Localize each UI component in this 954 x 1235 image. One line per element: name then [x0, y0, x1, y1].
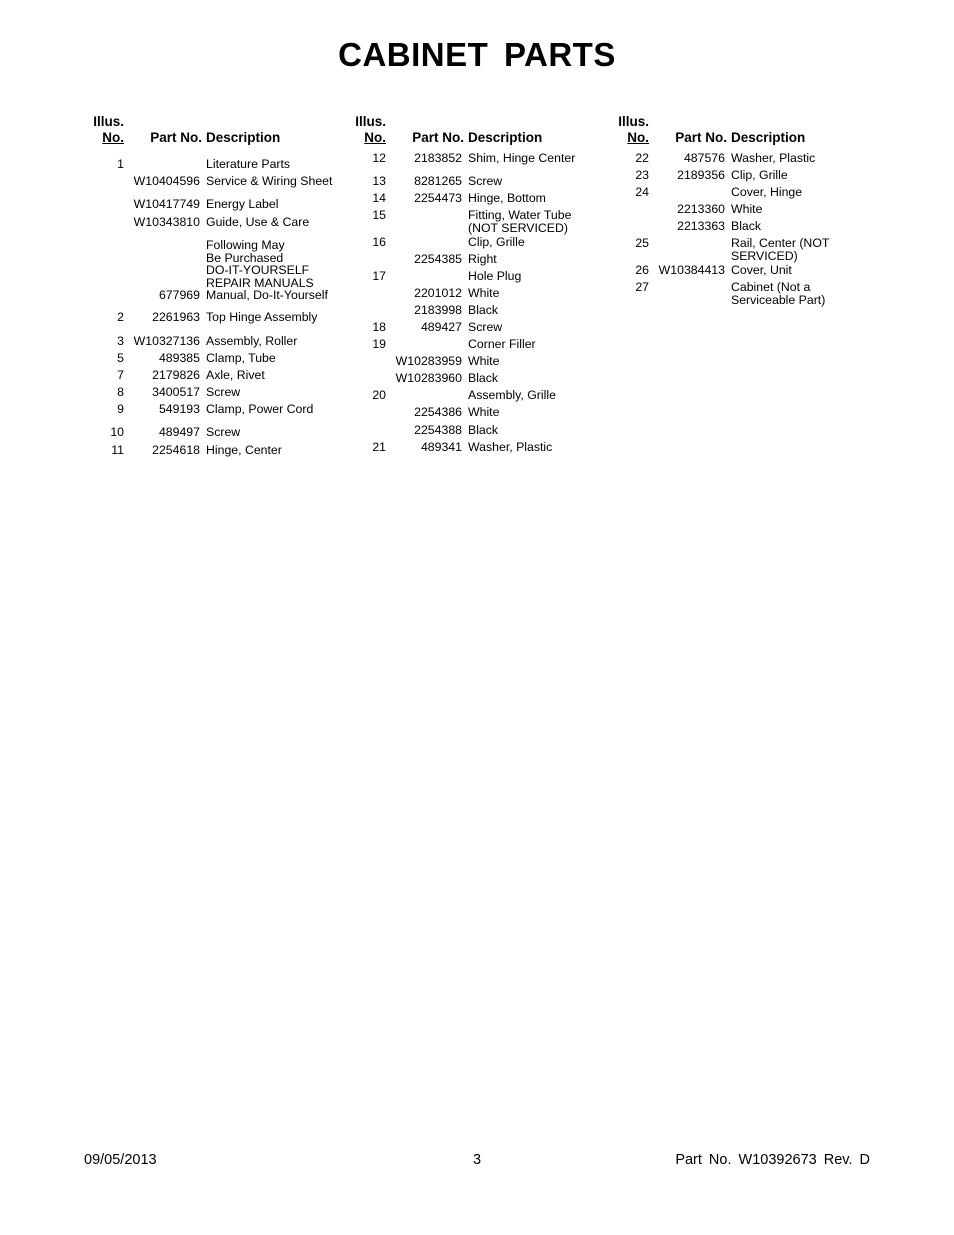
part-number: 2261963	[152, 310, 200, 324]
header-illus-line1: Illus.	[93, 114, 124, 129]
part-description: Fitting, Water Tube (NOT SERVICED)	[468, 208, 572, 235]
header-description: Description	[206, 130, 281, 145]
illus-number: 16	[372, 235, 386, 249]
illus-number: 24	[635, 185, 649, 199]
part-description: Corner Filler	[468, 337, 536, 351]
part-number: 8281265	[414, 174, 462, 188]
illus-number: 18	[372, 320, 386, 334]
part-number: 2213360	[677, 202, 725, 216]
header-illus-line2: No.	[364, 130, 386, 145]
part-number: W10404596	[133, 174, 200, 188]
illus-number: 5	[117, 351, 124, 365]
part-number: 2183998	[414, 303, 462, 317]
part-number: W10343810	[133, 215, 200, 229]
part-description: Clip, Grille	[468, 235, 525, 249]
part-description: Cover, Unit	[731, 263, 792, 277]
part-description: Hinge, Bottom	[468, 191, 546, 205]
illus-number: 19	[372, 337, 386, 351]
part-number: 2179826	[152, 368, 200, 382]
part-description: Assembly, Roller	[206, 334, 298, 348]
part-description: Clip, Grille	[731, 168, 788, 182]
part-description: Screw	[468, 320, 503, 334]
illus-number: 13	[372, 174, 386, 188]
part-number: W10283959	[395, 354, 462, 368]
part-description: Clamp, Tube	[206, 351, 276, 365]
part-number: W10327136	[133, 334, 200, 348]
illus-number: 3	[117, 334, 124, 348]
illus-number: 20	[372, 388, 386, 402]
part-description: Black	[468, 371, 499, 385]
part-description: Hole Plug	[468, 269, 522, 283]
part-number: 2183852	[414, 151, 462, 165]
part-number: 489385	[158, 351, 200, 365]
part-description: Guide, Use & Care	[206, 215, 310, 229]
illus-number: 15	[372, 208, 386, 222]
part-number: 2254385	[414, 252, 462, 266]
part-number: 489341	[420, 440, 462, 454]
part-description: Shim, Hinge Center	[468, 151, 576, 165]
parts-column-2	[352, 112, 614, 472]
illus-number: 23	[635, 168, 649, 182]
illus-number: 17	[372, 269, 386, 283]
page-title: CABINET PARTS	[338, 36, 616, 73]
part-description: White	[468, 354, 500, 368]
part-number: 487576	[683, 151, 725, 165]
part-number: 549193	[158, 402, 200, 416]
part-description: White	[468, 286, 500, 300]
parts-column-3	[615, 112, 877, 472]
header-description: Description	[468, 130, 543, 145]
illus-number: 2	[117, 310, 124, 324]
illus-number: 21	[372, 440, 386, 454]
part-description: Literature Parts	[206, 157, 291, 171]
part-description: Screw	[206, 425, 241, 439]
part-description: Cover, Hinge	[731, 185, 803, 199]
part-number: 3400517	[152, 385, 200, 399]
part-number: 2189356	[677, 168, 725, 182]
header-illus-line1: Illus.	[618, 114, 649, 129]
part-description: Following May Be Purchased DO-IT-YOURSELF REPAIR MANUALS	[206, 238, 314, 290]
part-description: Black	[468, 303, 499, 317]
header-illus-line2: No.	[627, 130, 649, 145]
part-description: Clamp, Power Cord	[206, 402, 314, 416]
part-number: 677969	[158, 288, 200, 302]
part-number: 2254388	[414, 423, 462, 437]
part-number: W10417749	[133, 197, 200, 211]
part-description: White	[731, 202, 763, 216]
illus-number: 12	[372, 151, 386, 165]
part-description: Service & Wiring Sheet	[206, 174, 333, 188]
part-number: 2201012	[414, 286, 462, 300]
illus-number: 27	[635, 280, 649, 294]
header-part-no: Part No.	[412, 130, 464, 145]
part-description: Hinge, Center	[206, 443, 282, 457]
part-description: Manual, Do-It-Yourself	[206, 288, 328, 302]
part-description: Washer, Plastic	[731, 151, 816, 165]
header-part-no: Part No.	[675, 130, 727, 145]
illus-number: 22	[635, 151, 649, 165]
illus-number: 10	[110, 425, 124, 439]
illus-number: 9	[117, 402, 124, 416]
footer-date: 09/05/2013	[84, 1152, 157, 1168]
part-number: 2254473	[414, 191, 462, 205]
part-number: W10283960	[395, 371, 462, 385]
part-number: 489427	[420, 320, 462, 334]
parts-column-1	[90, 112, 352, 472]
part-description: Assembly, Grille	[468, 388, 556, 402]
illus-number: 8	[117, 385, 124, 399]
header-illus-no	[615, 114, 649, 146]
part-description: Black	[468, 423, 499, 437]
header-illus-no	[352, 114, 386, 146]
part-description: Screw	[468, 174, 503, 188]
illus-number: 14	[372, 191, 386, 205]
illus-number: 7	[117, 368, 124, 382]
part-description: Cabinet (Not a Serviceable Part)	[731, 280, 826, 307]
footer-part-number: Part No. W10392673 Rev. D	[675, 1152, 870, 1168]
part-number: 2254386	[414, 405, 462, 419]
part-number: 489497	[158, 425, 200, 439]
illus-number: 11	[111, 443, 124, 457]
footer-page-number: 3	[472, 1152, 482, 1168]
part-description: Washer, Plastic	[468, 440, 553, 454]
part-description: Axle, Rivet	[206, 368, 265, 382]
part-description: Rail, Center (NOT SERVICED)	[731, 236, 830, 263]
part-description: Energy Label	[206, 197, 279, 211]
header-illus-line1: Illus.	[355, 114, 386, 129]
part-description: Right	[468, 252, 497, 266]
part-description: White	[468, 405, 500, 419]
part-number: 2213363	[677, 219, 725, 233]
header-illus-line2: No.	[102, 130, 124, 145]
header-illus-no	[90, 114, 124, 146]
header-part-no: Part No.	[150, 130, 202, 145]
illus-number: 1	[117, 157, 124, 171]
part-number: W10384413	[658, 263, 725, 277]
part-number: 2254618	[152, 443, 200, 457]
part-description: Black	[731, 219, 762, 233]
part-description: Top Hinge Assembly	[206, 310, 318, 324]
part-description: Screw	[206, 385, 241, 399]
illus-number: 26	[635, 263, 649, 277]
illus-number: 25	[635, 236, 649, 250]
header-description: Description	[731, 130, 806, 145]
